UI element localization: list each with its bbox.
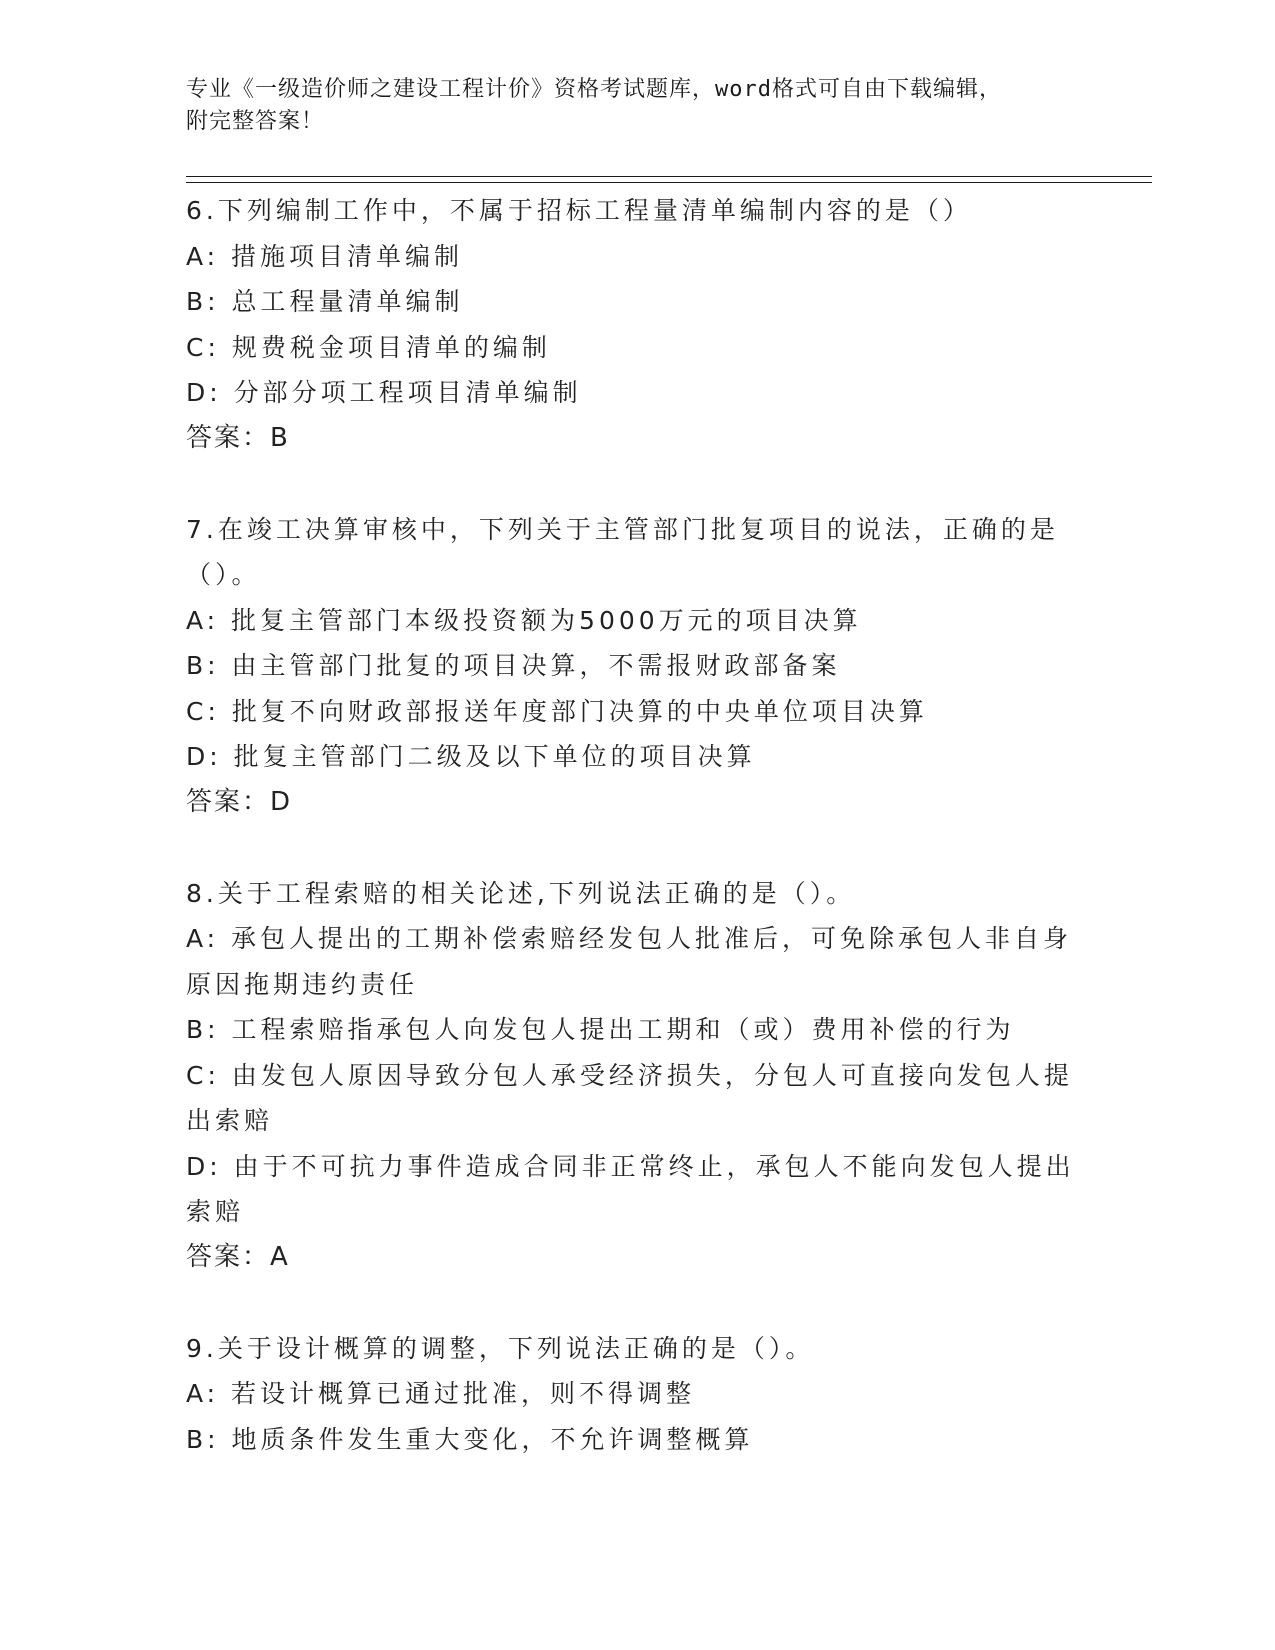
- answer-option: A: 批复主管部门本级投资额为5000万元的项目决算: [186, 605, 862, 635]
- header-line: 附完整答案！: [186, 109, 325, 134]
- answer-option: B: 地质条件发生重大变化，不允许调整概算: [186, 1424, 754, 1454]
- answer-option: D: 批复主管部门二级及以下单位的项目决算: [186, 742, 756, 771]
- question-stem: （）。: [186, 560, 261, 589]
- question-stem: 9.关于设计概算的调整，下列说法正确的是（）。: [186, 1333, 815, 1363]
- header-divider-top: [186, 176, 1152, 177]
- answer-option: B: 总工程量清单编制: [186, 287, 464, 316]
- answer-option: D: 由于不可抗力事件造成合同非正常终止，承包人不能向发包人提出: [186, 1151, 1075, 1181]
- document-header: [186, 74, 1066, 138]
- answer-option: A: 承包人提出的工期补偿索赔经发包人批准后，可免除承包人非自身: [186, 924, 1073, 953]
- answer-option: C: 批复不向财政部报送年度部门决算的中央单位项目决算: [186, 696, 928, 726]
- question-block: [186, 188, 1086, 461]
- answer-option: C: 规费税金项目清单的编制: [186, 332, 551, 362]
- question-stem: 8.关于工程索赔的相关论述,下列说法正确的是（）。: [186, 878, 856, 908]
- question-stem: 7.在竣工决算审核中，下列关于主管部门批复项目的说法，正确的是: [186, 514, 1059, 544]
- header-divider-bottom: [186, 182, 1152, 183]
- answer-option: B: 工程索赔指承包人向发包人提出工期和（或）费用补偿的行为: [186, 1015, 1015, 1044]
- answer-key: 答案：D: [186, 786, 293, 817]
- question-block: [186, 871, 1086, 1281]
- answer-option: 索赔: [186, 1197, 245, 1226]
- question-block: [186, 507, 1086, 826]
- answer-option: A: 措施项目清单编制: [186, 241, 464, 271]
- answer-option: A: 若设计概算已通过批准，则不得调整: [186, 1379, 696, 1408]
- answer-option: B: 由主管部门批复的项目决算，不需报财政部备案: [186, 651, 841, 680]
- answer-option: C: 由发包人原因导致分包人承受经济损失，分包人可直接向发包人提: [186, 1060, 1073, 1090]
- answer-option: 原因拖期违约责任: [186, 969, 419, 999]
- answer-option: D: 分部分项工程项目清单编制: [186, 378, 582, 407]
- question-list: [186, 188, 1086, 1508]
- answer-key: 答案：B: [186, 422, 290, 453]
- question-stem: 6.下列编制工作中，不属于招标工程量清单编制内容的是（）: [186, 196, 972, 225]
- answer-key: 答案：A: [186, 1241, 290, 1272]
- header-line: 专业《一级造价师之建设工程计价》资格考试题库，word格式可自由下载编辑，: [186, 77, 1002, 102]
- answer-option: 出索赔: [186, 1106, 274, 1135]
- question-block: [186, 1326, 1086, 1463]
